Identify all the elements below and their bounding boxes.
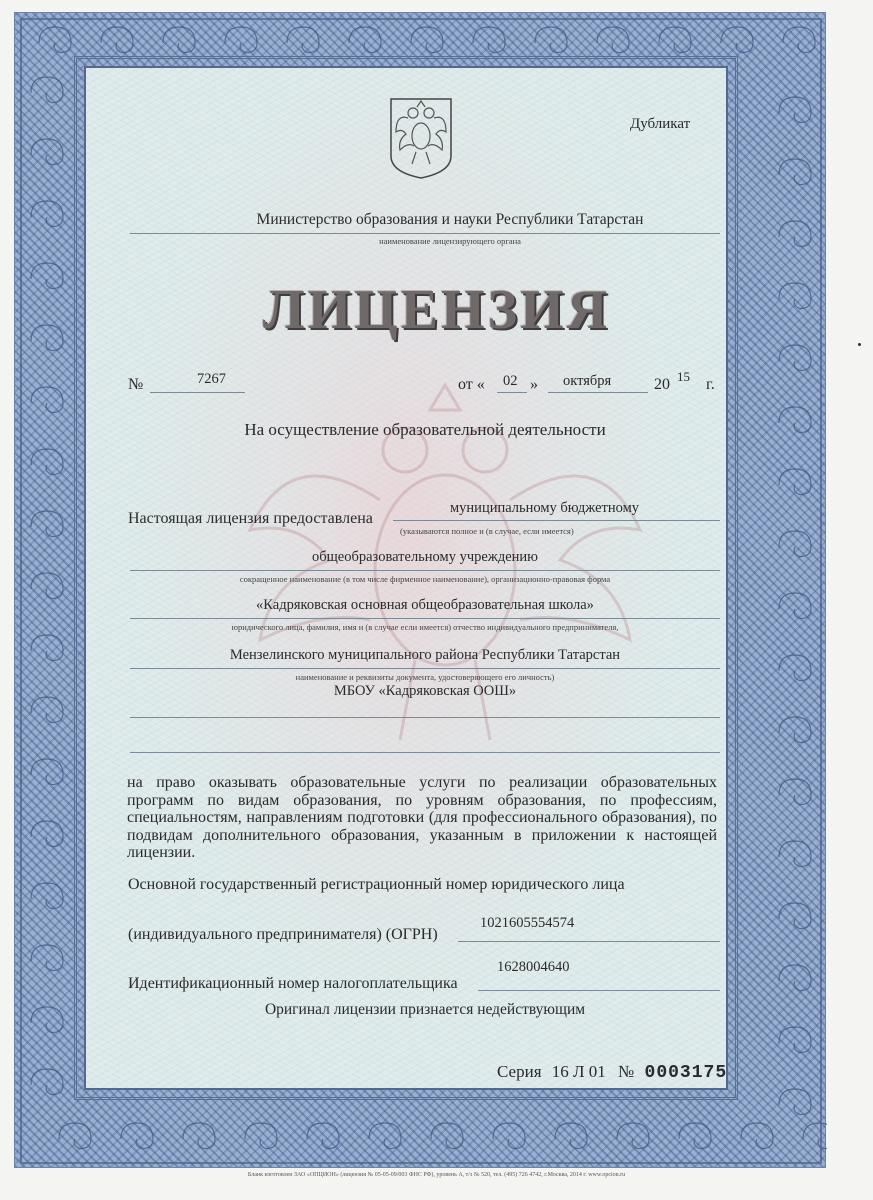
licensee-short-name: МБОУ «Кадряковская ООШ» [333, 683, 517, 699]
border-swirl [31, 635, 63, 661]
year-prefix: 20 [654, 376, 670, 393]
border-swirl [779, 965, 811, 991]
border-swirl [349, 27, 381, 53]
border-swirl [225, 27, 257, 53]
date-prefix: от « [458, 376, 485, 393]
border-swirl [31, 449, 63, 475]
border-swirl [779, 903, 811, 929]
licensee-underline-1 [393, 520, 720, 521]
inn-value: 1628004640 [497, 959, 570, 975]
date-day: 02 [503, 373, 518, 389]
border-swirl [31, 1007, 63, 1033]
border-swirl [31, 883, 63, 909]
date-month: октября [563, 373, 612, 389]
coat-of-arms-icon [388, 96, 454, 180]
licensee-caption-2: сокращенное наименование (в том числе фирменное наименование), организационно-правовая форма [239, 574, 611, 584]
licensee-line-4: Мензелинского муниципального района Республики Татарстан [229, 647, 621, 663]
border-swirl [779, 531, 811, 557]
border-swirl [493, 1123, 525, 1149]
series-label: Серия [497, 1062, 542, 1081]
ministry-caption: наименование лицензирующего органа [379, 236, 521, 246]
border-swirl [31, 511, 63, 537]
border-swirl [555, 1123, 587, 1149]
ministry-underline [130, 233, 720, 234]
border-swirl [431, 1123, 463, 1149]
border-swirl [617, 1123, 649, 1149]
border-swirl [659, 27, 691, 53]
border-swirl [163, 27, 195, 53]
border-swirl [779, 593, 811, 619]
border-swirl [721, 27, 753, 53]
ogrn-label-1: Основной государственный регистрационный номер юридического лица [128, 876, 625, 893]
licensee-underline-3 [130, 618, 720, 619]
blank-number: 0003175 [644, 1063, 728, 1083]
license-number: 7267 [197, 371, 226, 387]
licensee-caption-1: (указываются полное и (в случае, если имеется) [400, 526, 574, 536]
licensee-caption-4: наименование и реквизиты документа, удостоверяющего его личность) [295, 672, 555, 682]
border-swirl [779, 779, 811, 805]
border-swirl [597, 27, 629, 53]
border-swirl [779, 717, 811, 743]
border-swirl [779, 841, 811, 867]
border-swirl [779, 469, 811, 495]
border-swirl [31, 821, 63, 847]
series-number [497, 1062, 727, 1083]
border-swirl [31, 945, 63, 971]
border-swirl [779, 159, 811, 185]
border-swirl [245, 1123, 277, 1149]
licensee-line-3: «Кадряковская основная общеобразовательная школа» [256, 597, 594, 613]
licensee-line-1: муниципальному бюджетному [450, 500, 640, 516]
document-title: ЛИЦЕНЗИЯ [262, 279, 611, 341]
year-suffix: 15 [677, 369, 690, 384]
year-end: г. [706, 376, 715, 393]
border-swirl [369, 1123, 401, 1149]
border-swirl [31, 697, 63, 723]
border-swirl [473, 27, 505, 53]
day-underline [497, 392, 527, 393]
ministry-name: Министерство образования и науки Республики Татарстан [256, 211, 644, 228]
border-swirl [411, 27, 443, 53]
granted-label: Настоящая лицензия предоставлена [128, 510, 373, 527]
border-swirl [779, 1027, 811, 1053]
month-underline [548, 392, 648, 393]
licensee-line-2: общеобразовательному учреждению [312, 549, 538, 565]
border-swirl [39, 27, 71, 53]
ogrn-label-2: (индивидуального предпринимателя) (ОГРН) [128, 926, 438, 943]
border-swirl [779, 1089, 811, 1115]
number-label: № [128, 376, 144, 393]
border-swirl [31, 387, 63, 413]
border-swirl [779, 97, 811, 123]
border-swirl [307, 1123, 339, 1149]
licensee-underline-2 [130, 570, 720, 571]
inn-label: Идентификационный номер налогоплательщика [128, 975, 458, 992]
border-swirl [31, 1069, 63, 1095]
ogrn-value: 1021605554574 [480, 915, 575, 931]
inn-underline [478, 990, 720, 991]
border-swirl [741, 1123, 773, 1149]
number-underline [150, 392, 245, 393]
ogrn-underline [458, 941, 720, 942]
border-swirl [183, 1123, 215, 1149]
border-swirl [31, 759, 63, 785]
border-swirl [783, 27, 815, 53]
license-purpose: На осуществление образовательной деятельности [244, 420, 606, 439]
licensee-underline-5 [130, 717, 720, 718]
rights-text: на право оказывать образовательные услуги по реализации образовательных программ по видам образования, по уровням образования, по профессиям, специальностям, направлениям подготовки (для профессионального образования), по подвидам дополнительного образования, указанным в приложении к настоящей лицензии. [127, 774, 717, 861]
border-swirl [31, 573, 63, 599]
border-swirl [287, 27, 319, 53]
licensee-underline-6 [130, 752, 720, 753]
border-swirl [779, 221, 811, 247]
date-day-close: » [530, 376, 538, 393]
border-swirl [779, 655, 811, 681]
border-swirl [779, 407, 811, 433]
border-swirl [31, 77, 63, 103]
border-swirl [31, 201, 63, 227]
border-swirl [679, 1123, 711, 1149]
licensee-underline-4 [130, 668, 720, 669]
border-swirl [31, 139, 63, 165]
border-swirl [779, 345, 811, 371]
border-swirl [59, 1123, 91, 1149]
border-swirl [535, 27, 567, 53]
border-swirl [121, 1123, 153, 1149]
series-number-label: № [618, 1062, 635, 1081]
original-invalid-note: Оригинал лицензии признается недействующим [264, 1001, 586, 1018]
licensee-caption-3: юридического лица, фамилия, имя и (в случае если имеется) отчество индивидуального предпринимателя, [231, 622, 619, 632]
border-swirl [803, 1123, 827, 1149]
duplicate-label: Дубликат [630, 116, 691, 132]
margin-dot [858, 343, 861, 346]
series-value: 16 Л 01 [551, 1062, 606, 1081]
printer-footer: Бланк изготовлен ЗАО «ОПЦИОН» (лицензия № 05-05-09/003 ФНС РФ), уровень А, т/з № 520, тел. (495) 726 4742, г.Москва, 2014 г. www.opcion.ru [247, 1172, 626, 1178]
border-swirl [101, 27, 133, 53]
